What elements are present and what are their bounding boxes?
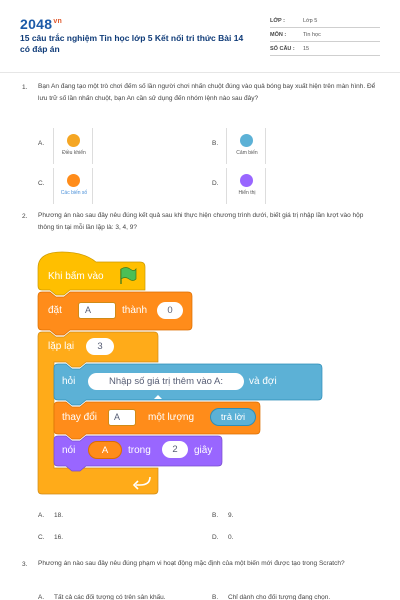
- repeat-count-input[interactable]: 3: [86, 338, 114, 355]
- site-logo[interactable]: $2048^{vn}$: [20, 16, 63, 32]
- document-header: [20, 12, 380, 74]
- option-letter: C.: [38, 534, 45, 541]
- option-c-variables[interactable]: Các biến số: [53, 168, 93, 204]
- option-a-value[interactable]: Tất cả các đối tượng có trên sân khấu.: [54, 594, 166, 600]
- control-category-icon: [67, 134, 80, 147]
- header-divider: [0, 72, 400, 73]
- meta-row-grade: LỚP : Lớp 5: [270, 14, 380, 28]
- option-letter: A.: [38, 140, 45, 147]
- option-letter: A.: [38, 512, 45, 519]
- option-letter: B.: [212, 140, 219, 147]
- hat-label: Khi bấm vào: [48, 271, 104, 282]
- change-variable-dropdown[interactable]: A: [108, 409, 136, 426]
- option-letter: D.: [212, 534, 219, 541]
- ask-label: hỏi: [62, 376, 76, 387]
- question-number: 2.: [22, 213, 28, 220]
- option-letter: A.: [38, 594, 45, 600]
- option-a-value[interactable]: 18.: [54, 512, 64, 519]
- option-c-value[interactable]: 16.: [54, 534, 64, 541]
- meta-row-count: SỐ CÂU : 15: [270, 42, 380, 56]
- set-variable-dropdown[interactable]: A: [78, 302, 116, 319]
- question-number: 3.: [22, 561, 28, 568]
- question-text: Phương án nào sau đây nêu đúng phạm vi hoạt động mặc định của một biến mới được tạo trong Scratch?: [38, 560, 345, 567]
- question-text: Phương án nào sau đây nêu đúng kết quả sau khi thực hiện chương trình dưới, biết giá trị nhập lần lượt vào hộp thông tin tại mỗi lần lặp là: 3, 4, 9?: [38, 212, 364, 231]
- ask-wait-label: và đợi: [249, 376, 277, 387]
- set-to-label: thành: [122, 305, 148, 316]
- change-label: thay đổi: [62, 412, 98, 423]
- option-letter: D.: [212, 180, 219, 187]
- say-variable-reporter[interactable]: A: [88, 441, 122, 459]
- option-b-value[interactable]: 9.: [228, 512, 234, 519]
- sensing-category-icon: [240, 134, 253, 147]
- question-text: Bạn An đang tạo một trò chơi đếm số lần người chơi nhấn chuột đúng vào quả bóng bay xuất hiện trên màn hình. Để lưu trữ số lần nhấn chuột, bạn An cần sử dụng đến nhóm lệnh nào sau đây?: [38, 83, 376, 102]
- looks-category-icon: [240, 174, 253, 187]
- option-letter: B.: [212, 512, 219, 519]
- meta-table: [270, 14, 380, 56]
- set-value-input[interactable]: 0: [157, 302, 183, 319]
- say-label: nói: [62, 445, 76, 456]
- option-d-value[interactable]: 0.: [228, 534, 234, 541]
- say-seconds-input[interactable]: 2: [162, 441, 188, 458]
- page-title: 15 câu trắc nghiệm Tin học lớp 5 Kết nối tri thức Bài 14 có đáp án: [20, 33, 244, 54]
- set-label: đặt: [48, 305, 62, 316]
- option-d-looks[interactable]: Hiển thị: [226, 168, 266, 204]
- repeat-label: lặp lại: [48, 341, 75, 352]
- say-for-label: trong: [128, 445, 151, 456]
- option-a-control[interactable]: Điều khiển: [53, 128, 93, 164]
- change-by-label: một lượng: [148, 412, 195, 423]
- say-unit-label: giây: [194, 445, 213, 456]
- answer-reporter[interactable]: trả lời: [210, 408, 256, 426]
- option-b-sensing[interactable]: Cảm biến: [226, 128, 266, 164]
- option-letter: B.: [212, 594, 219, 600]
- option-b-value[interactable]: Chỉ dành cho đối tượng đang chọn.: [228, 594, 331, 600]
- question-number: 1.: [22, 84, 28, 91]
- variables-category-icon: [67, 174, 80, 187]
- option-letter: C.: [38, 180, 45, 187]
- meta-row-subject: MÔN : Tin học: [270, 28, 380, 42]
- ask-text-input[interactable]: Nhập số giá trị thêm vào A:: [88, 373, 244, 390]
